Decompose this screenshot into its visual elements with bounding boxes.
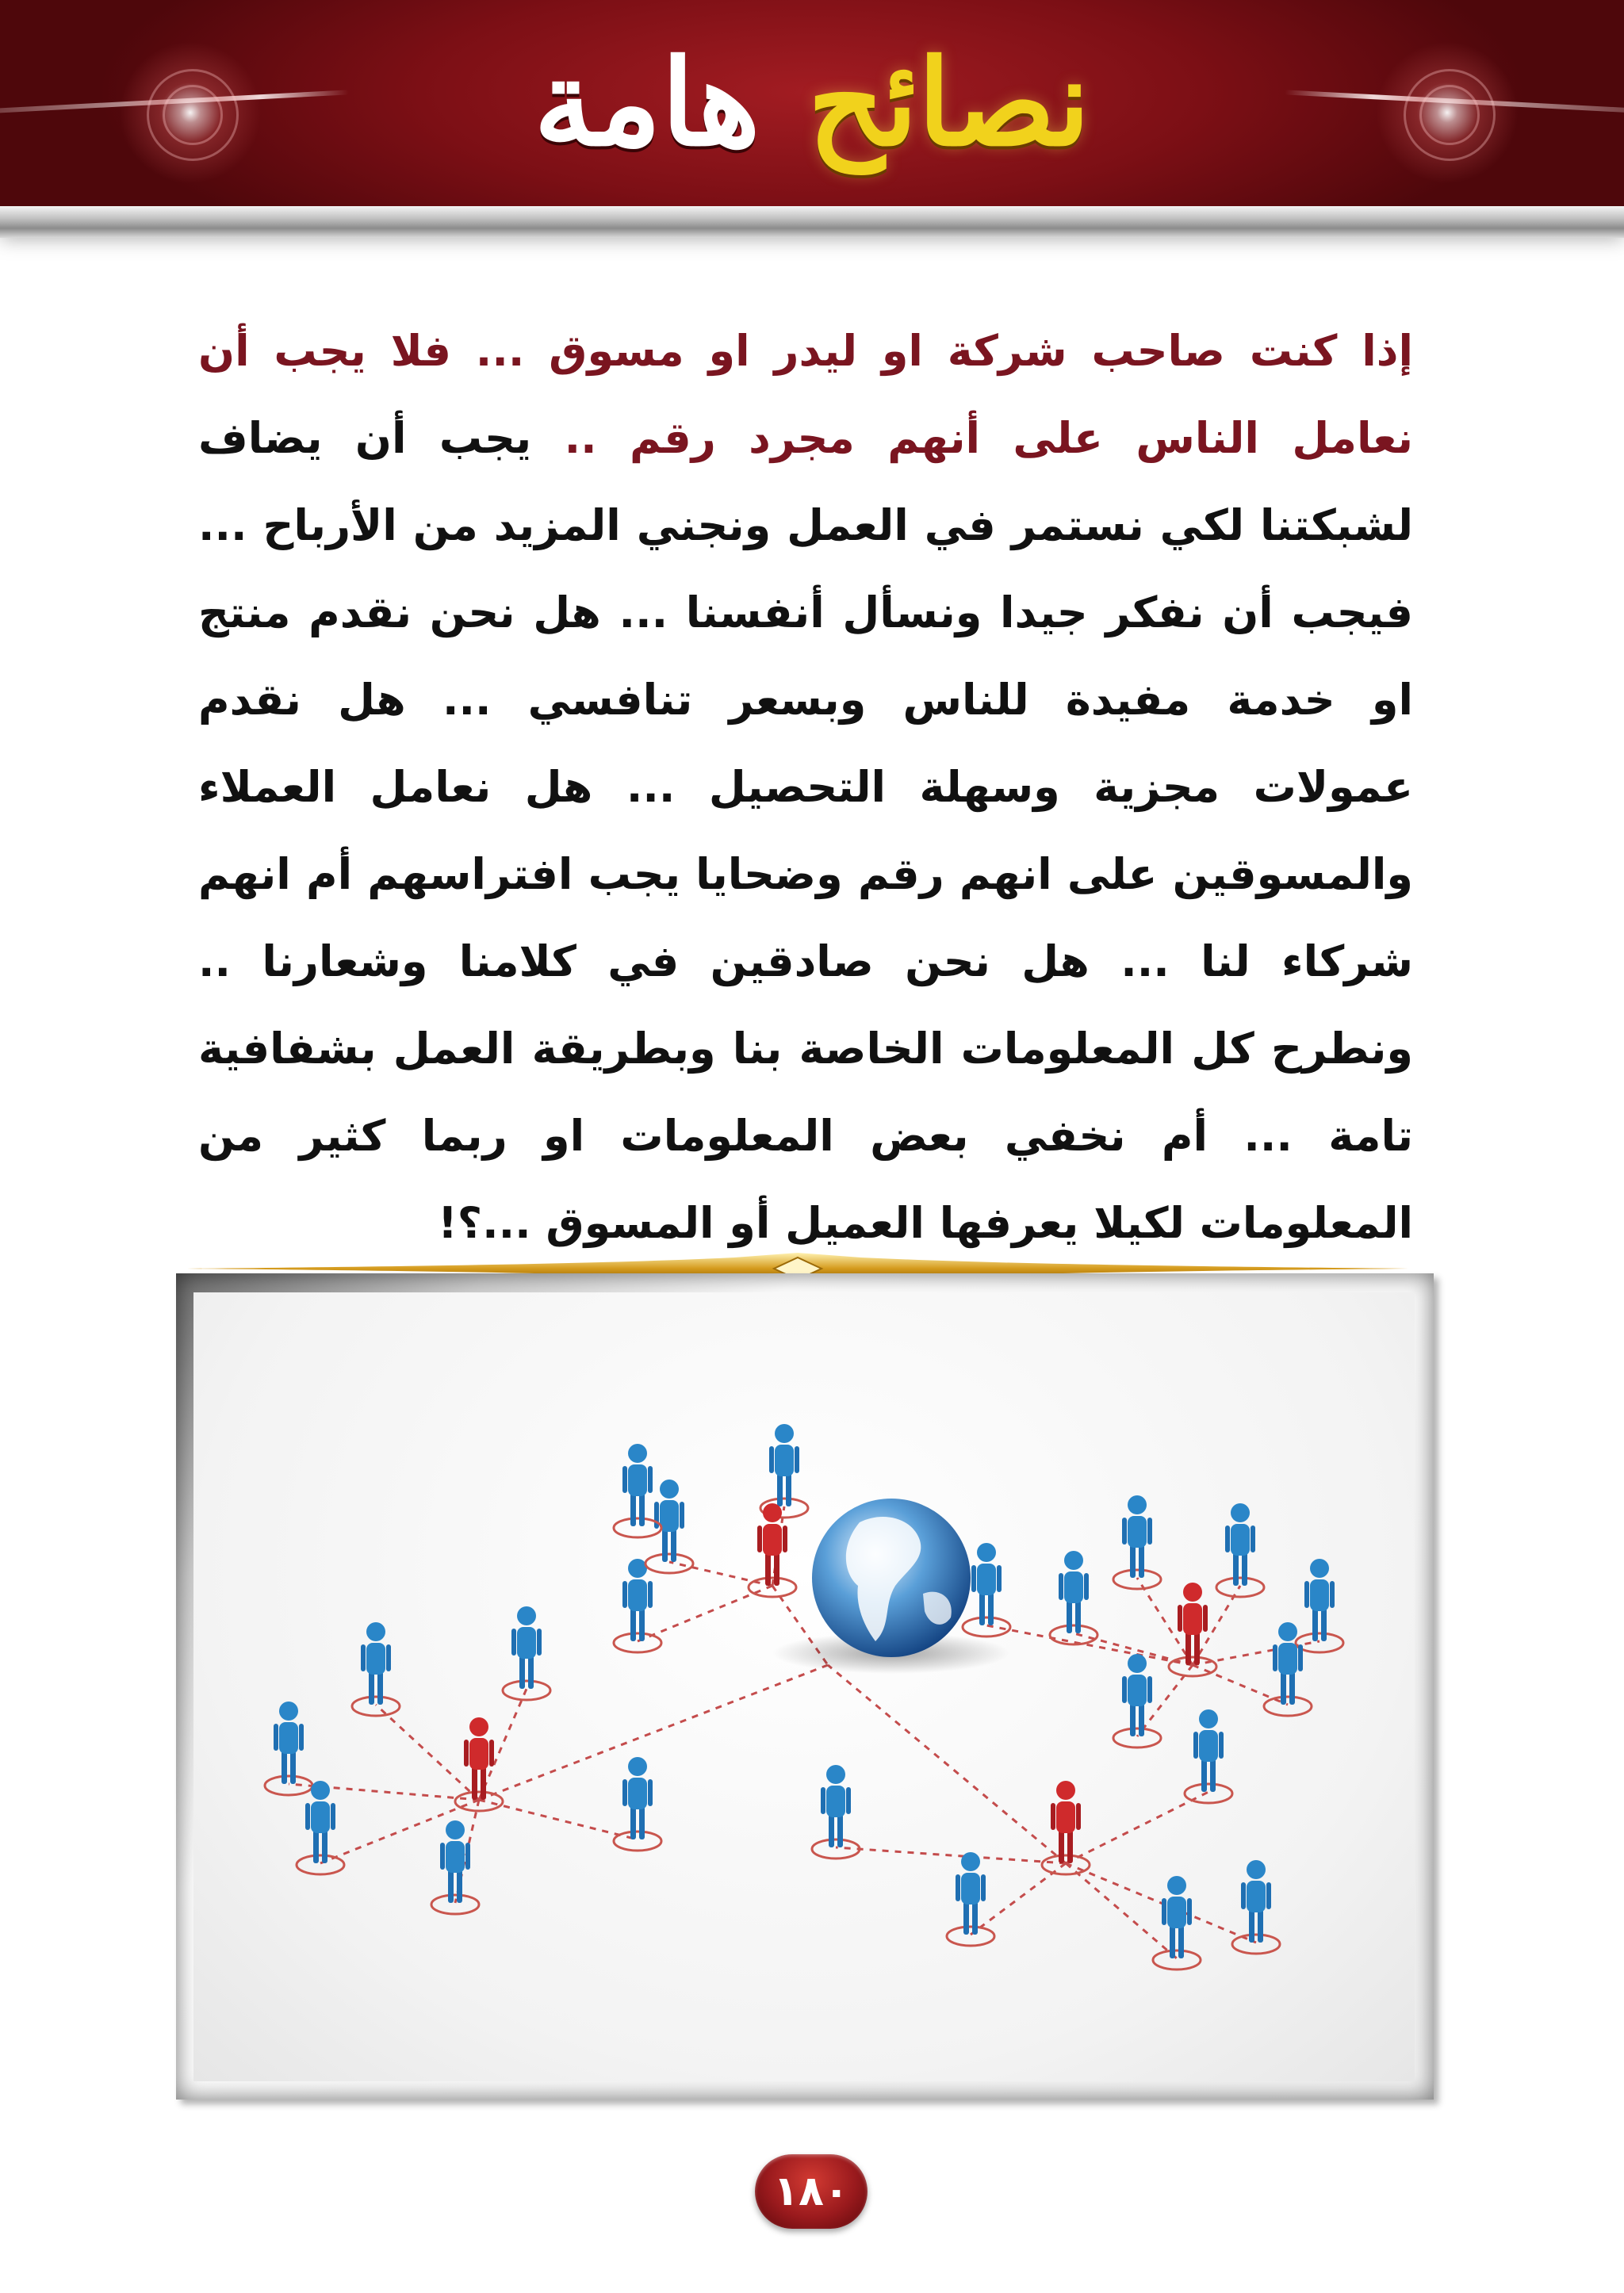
body-text: يجب أن يضاف لشبكتنا لكي نستمر في العمل ونجني المزيد من الأرباح ... فيجب أن نفكر جيدا ونسأل أنفسنا ... هل نحن نقدم منتج او خدمة مفيدة للناس وبسعر تنافسي ... هل نقدم عمولات مجزية وسهلة التحصيل ... هل نعامل العملاء والمسوقين على انهم رقم وضحايا يجب افتراسهم أم انهم شركاء لنا ... هل نحن صادقين في كلامنا وشعارنا .. ونطرح كل المعلومات الخاصة بنا وبطريقة العمل بشفافية تامة ... أم نخفي بعض المعلومات او ربما كثير من المعلومات لكيلا يعرفها العميل أو المسوق ...؟! xyxy=(198,413,1413,1248)
header-banner xyxy=(0,0,1624,230)
network-image xyxy=(193,1292,1415,2081)
banner-silver-trim xyxy=(0,206,1624,238)
global-network-people-illustration-icon xyxy=(193,1292,1415,2081)
title-word-important: هامة xyxy=(534,33,760,173)
page-number: ١٨٠ xyxy=(773,2168,849,2215)
title-word-advice: نصائح xyxy=(807,33,1090,173)
page-number-badge xyxy=(755,2154,868,2229)
advice-paragraph xyxy=(198,308,1413,1267)
page-title xyxy=(0,0,1624,206)
lead-sentence: إذا كنت صاحب شركة او ليدر او مسوق ... فلا يجب أن نعامل الناس على أنهم مجرد رقم .. xyxy=(198,326,1413,463)
